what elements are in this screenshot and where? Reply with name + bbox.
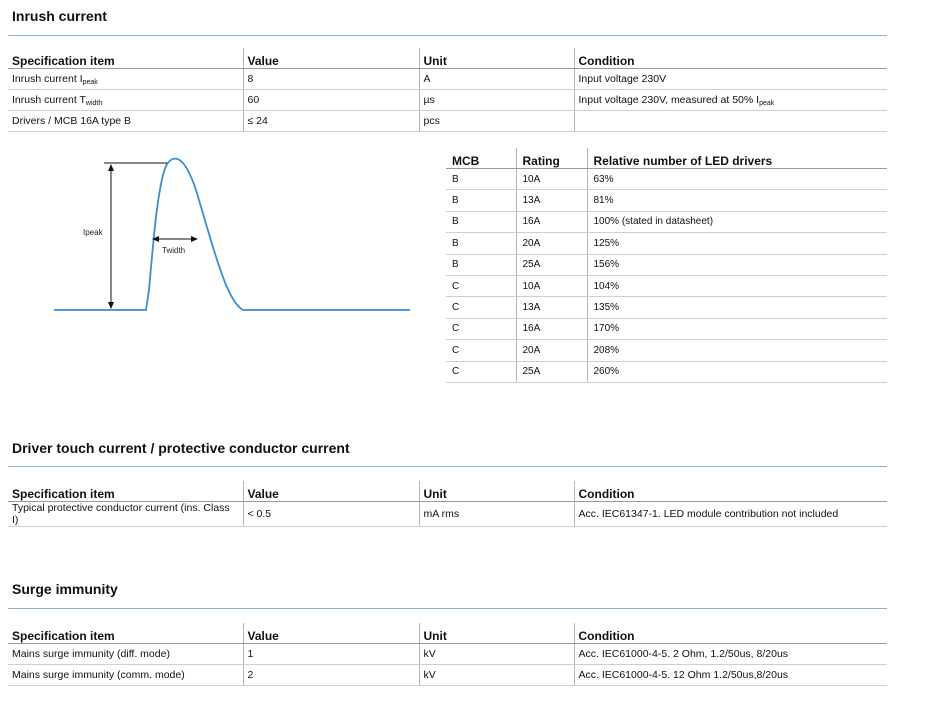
header-spec-item: Specification item — [8, 623, 243, 644]
table-row — [446, 233, 887, 254]
spec-item-subscript: peak — [82, 78, 98, 86]
relative-cell: 63% — [587, 169, 887, 190]
unit-cell: kV — [419, 665, 574, 686]
header-condition: Condition — [574, 623, 887, 644]
condition-cell: Acc. IEC61000-4-5. 2 Ohm, 1.2/50us, 8/20us — [574, 644, 887, 665]
mcb-table — [446, 148, 887, 383]
table-row — [8, 90, 887, 111]
rating-cell: 20A — [516, 233, 587, 254]
table-row — [8, 665, 887, 686]
relative-cell: 135% — [587, 297, 887, 318]
unit-cell: mA rms — [419, 502, 574, 527]
condition-cell — [574, 90, 887, 111]
unit-cell: A — [419, 69, 574, 90]
table-row — [446, 254, 887, 275]
table-header-row — [8, 48, 887, 69]
mcb-cell: C — [446, 318, 516, 339]
table-row — [446, 190, 887, 211]
condition-cell: Input voltage 230V — [574, 69, 887, 90]
relative-cell: 156% — [587, 254, 887, 275]
relative-cell: 104% — [587, 275, 887, 296]
mcb-cell: C — [446, 297, 516, 318]
relative-cell: 100% (stated in datasheet) — [587, 211, 887, 232]
inrush-section-title: Inrush current — [12, 8, 107, 24]
spec-item-cell: Typical protective conductor current (ins. Class I) — [8, 502, 243, 527]
rating-cell: 16A — [516, 211, 587, 232]
unit-cell: kV — [419, 644, 574, 665]
header-unit: Unit — [419, 481, 574, 502]
peak-arrow-head-top — [108, 164, 114, 171]
spec-item-text: Inrush current I — [12, 72, 83, 85]
mcb-cell: B — [446, 169, 516, 190]
touch-title-rule — [8, 466, 887, 467]
relative-cell: 170% — [587, 318, 887, 339]
header-spec-item: Specification item — [8, 48, 243, 69]
touch-spec-table — [8, 481, 887, 527]
condition-cell: Acc. IEC61000-4-5. 12 Ohm 1.2/50us,8/20us — [574, 665, 887, 686]
table-row — [446, 361, 887, 382]
spec-item-cell: Mains surge immunity (comm. mode) — [8, 665, 243, 686]
header-value: Value — [243, 481, 419, 502]
spec-item-cell: Drivers / MCB 16A type B — [8, 111, 243, 132]
spec-item-cell — [8, 69, 243, 90]
value-cell: ≤ 24 — [243, 111, 419, 132]
spec-item-cell: Mains surge immunity (diff. mode) — [8, 644, 243, 665]
rating-cell: 25A — [516, 361, 587, 382]
inrush-pulse-diagram — [40, 150, 420, 320]
pulse-waveform — [54, 159, 410, 310]
header-unit: Unit — [419, 48, 574, 69]
rating-cell: 13A — [516, 297, 587, 318]
rating-cell: 10A — [516, 275, 587, 296]
spec-item-cell — [8, 90, 243, 111]
mcb-cell: B — [446, 233, 516, 254]
value-cell: < 0.5 — [243, 502, 419, 527]
peak-arrow-head-bottom — [108, 302, 114, 309]
value-cell: 8 — [243, 69, 419, 90]
condition-text: Input voltage 230V, measured at 50% I — [578, 93, 760, 106]
rating-cell: 10A — [516, 169, 587, 190]
width-arrow-head-right — [191, 236, 198, 242]
table-row — [446, 169, 887, 190]
header-relative-number: Relative number of LED drivers — [587, 148, 887, 169]
table-header-row — [446, 148, 887, 169]
mcb-cell: B — [446, 211, 516, 232]
surge-section-title: Surge immunity — [12, 581, 118, 597]
relative-cell: 125% — [587, 233, 887, 254]
unit-cell: pcs — [419, 111, 574, 132]
peak-label: Ipeak — [83, 228, 103, 237]
rating-cell: 16A — [516, 318, 587, 339]
relative-cell: 260% — [587, 361, 887, 382]
header-unit: Unit — [419, 623, 574, 644]
table-header-row — [8, 623, 887, 644]
table-row — [446, 340, 887, 361]
unit-cell: µs — [419, 90, 574, 111]
width-label: Twidth — [162, 246, 186, 255]
table-row — [8, 502, 887, 527]
header-condition: Condition — [574, 481, 887, 502]
relative-cell: 81% — [587, 190, 887, 211]
value-cell: 60 — [243, 90, 419, 111]
table-row — [8, 69, 887, 90]
header-rating: Rating — [516, 148, 587, 169]
touch-section-title: Driver touch current / protective conductor current — [12, 440, 350, 456]
table-header-row — [8, 481, 887, 502]
table-row — [8, 644, 887, 665]
table-row — [8, 111, 887, 132]
rating-cell: 25A — [516, 254, 587, 275]
condition-cell: Acc. IEC61347-1. LED module contribution not included — [574, 502, 887, 527]
inrush-spec-table — [8, 48, 887, 132]
condition-subscript: peak — [759, 99, 775, 107]
surge-title-rule — [8, 608, 887, 609]
table-row — [446, 318, 887, 339]
spec-item-text: Inrush current T — [12, 93, 86, 106]
condition-cell — [574, 111, 887, 132]
header-mcb: MCB — [446, 148, 516, 169]
header-value: Value — [243, 48, 419, 69]
header-condition: Condition — [574, 48, 887, 69]
table-row — [446, 211, 887, 232]
header-value: Value — [243, 623, 419, 644]
rating-cell: 20A — [516, 340, 587, 361]
surge-spec-table — [8, 623, 887, 686]
mcb-cell: C — [446, 361, 516, 382]
table-row — [446, 275, 887, 296]
header-spec-item: Specification item — [8, 481, 243, 502]
mcb-cell: B — [446, 254, 516, 275]
table-row — [446, 297, 887, 318]
value-cell: 2 — [243, 665, 419, 686]
rating-cell: 13A — [516, 190, 587, 211]
inrush-title-rule — [8, 35, 887, 36]
mcb-cell: C — [446, 340, 516, 361]
spec-item-subscript: width — [85, 99, 103, 107]
relative-cell: 208% — [587, 340, 887, 361]
mcb-cell: C — [446, 275, 516, 296]
value-cell: 1 — [243, 644, 419, 665]
mcb-cell: B — [446, 190, 516, 211]
